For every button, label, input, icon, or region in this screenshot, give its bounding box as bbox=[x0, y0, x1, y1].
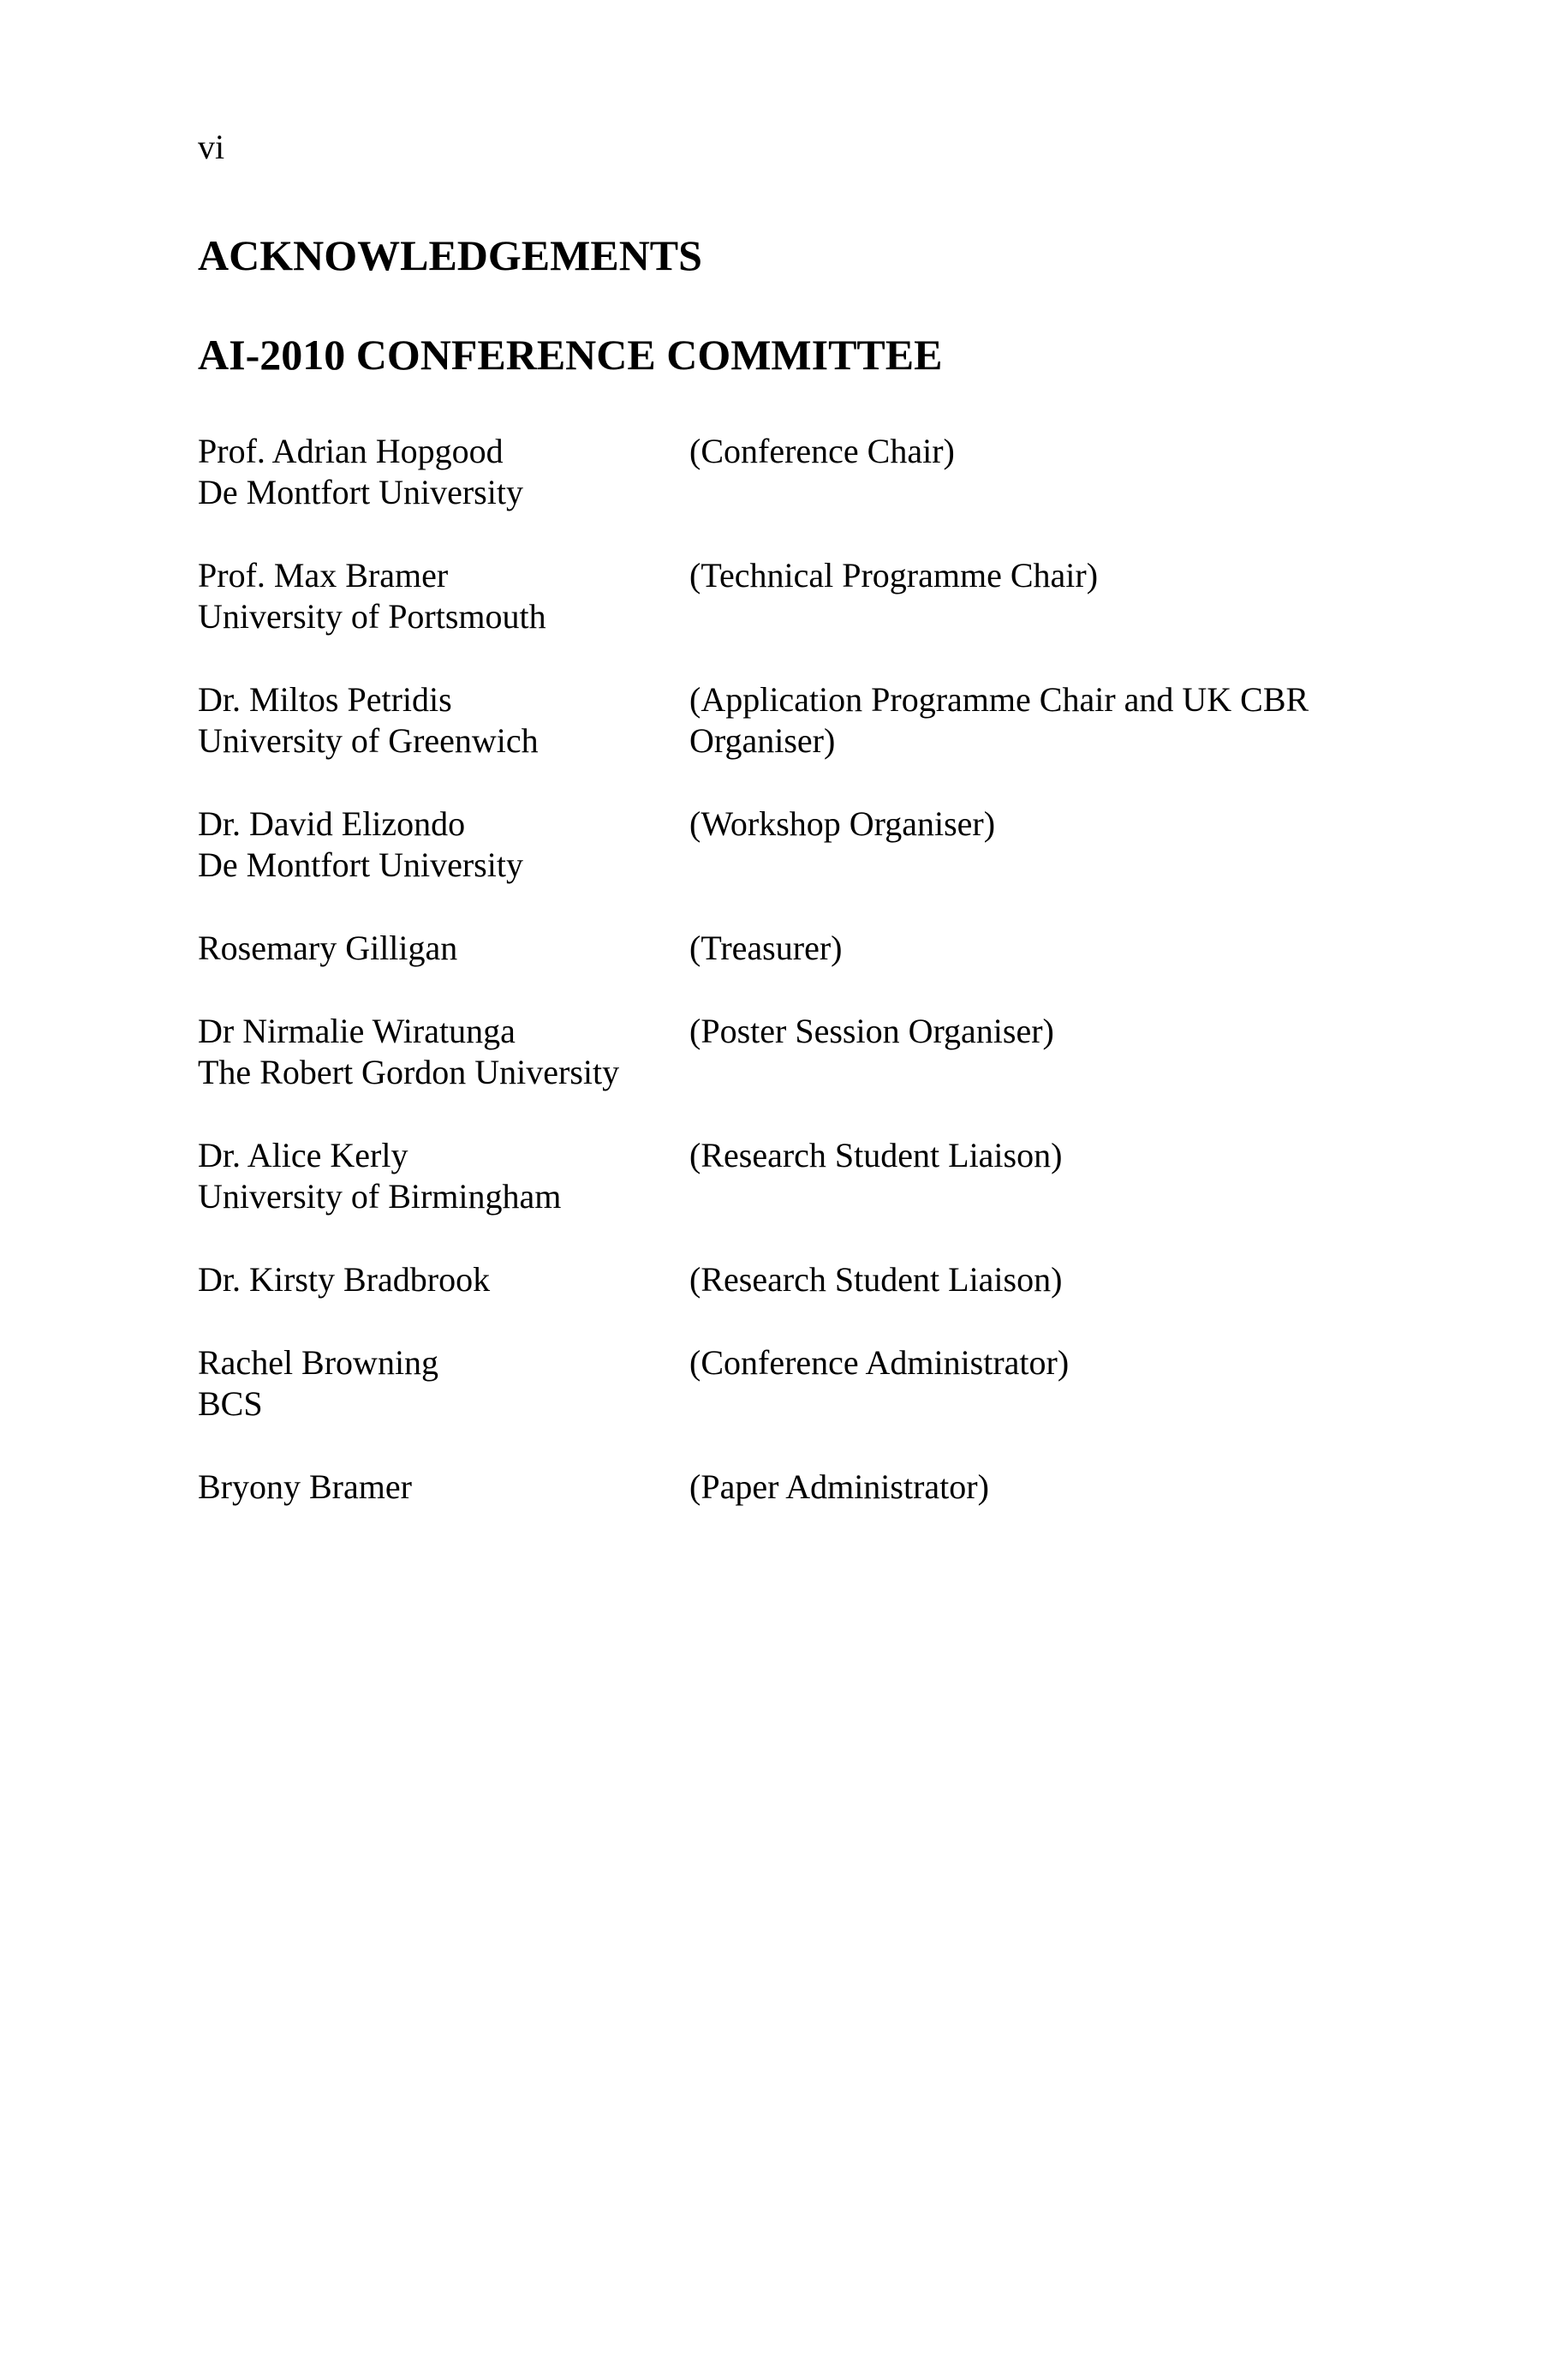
member-affiliation: BCS bbox=[198, 1384, 263, 1423]
member-affiliation: University of Birmingham bbox=[198, 1177, 562, 1216]
member-role: (Paper Administrator) bbox=[689, 1467, 989, 1506]
member-name: Rosemary Gilligan bbox=[198, 929, 458, 967]
member-affiliation: University of Greenwich bbox=[198, 721, 539, 760]
member-role: (Research Student Liaison) bbox=[689, 1260, 1063, 1299]
member-role: (Workshop Organiser) bbox=[689, 804, 996, 843]
member-name: Dr. Alice Kerly bbox=[198, 1136, 408, 1174]
member-role: (Conference Administrator) bbox=[689, 1343, 1070, 1382]
member-affiliation: University of Portsmouth bbox=[198, 597, 546, 636]
member-name: Dr. Miltos Petridis bbox=[198, 680, 452, 719]
member-affiliation: De Montfort University bbox=[198, 845, 523, 884]
member-role: (Application Programme Chair and UK CBR bbox=[689, 680, 1309, 719]
page-title: ACKNOWLEDGEMENTS bbox=[198, 231, 702, 279]
member-affiliation: The Robert Gordon University bbox=[198, 1053, 620, 1091]
member-role: (Poster Session Organiser) bbox=[689, 1012, 1054, 1050]
member-name: Dr. Kirsty Bradbrook bbox=[198, 1260, 491, 1299]
member-affiliation: De Montfort University bbox=[198, 473, 523, 511]
member-name: Rachel Browning bbox=[198, 1343, 439, 1382]
member-role-continued: Organiser) bbox=[689, 721, 836, 760]
section-title: AI-2010 CONFERENCE COMMITTEE bbox=[198, 331, 943, 379]
member-name: Prof. Max Bramer bbox=[198, 556, 449, 594]
member-name: Dr. David Elizondo bbox=[198, 804, 466, 843]
member-role: (Treasurer) bbox=[689, 929, 843, 967]
member-role: (Technical Programme Chair) bbox=[689, 556, 1099, 594]
member-role: (Research Student Liaison) bbox=[689, 1136, 1063, 1174]
member-name: Bryony Bramer bbox=[198, 1467, 412, 1506]
member-role: (Conference Chair) bbox=[689, 432, 955, 470]
member-name: Prof. Adrian Hopgood bbox=[198, 432, 504, 470]
member-name: Dr Nirmalie Wiratunga bbox=[198, 1012, 516, 1050]
page-number: vi bbox=[198, 128, 225, 166]
